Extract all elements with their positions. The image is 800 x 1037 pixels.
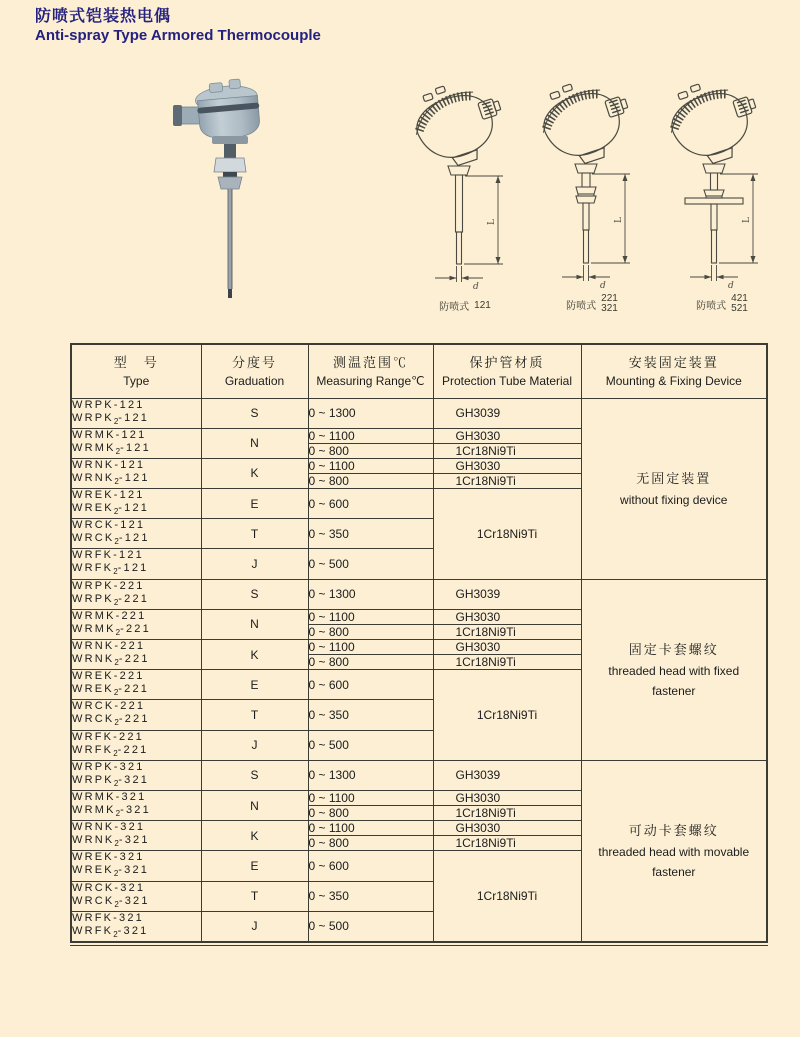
- type-cell: WRNK-121 $WRNK_2-121$: [71, 458, 201, 488]
- type-cell: WRPK-121 $WRPK_2-121$: [71, 398, 201, 428]
- graduation-cell: N: [201, 428, 308, 458]
- caption-model: 221: [601, 293, 618, 304]
- range-cell: 0 ~ 1100: [308, 821, 433, 836]
- drawing-head: [532, 80, 640, 173]
- type-cell: WRMK-321 $WRMK_2-321$: [71, 790, 201, 820]
- material-cell: GH3030: [433, 790, 581, 805]
- dimension-annotations: [562, 174, 630, 291]
- type-cell: WRNK-321 $WRNK_2-321$: [71, 821, 201, 851]
- range-cell: 0 ~ 1100: [308, 458, 433, 473]
- range-cell: 0 ~ 600: [308, 489, 433, 519]
- graduation-cell: S: [201, 579, 308, 609]
- drawing-probe: [685, 164, 743, 263]
- graduation-cell: T: [201, 881, 308, 911]
- material-cell: 1Cr18Ni9Ti: [433, 443, 581, 458]
- material-cell: GH3039: [433, 579, 581, 609]
- graduation-cell: J: [201, 549, 308, 579]
- caption-prefix: 防喷式: [566, 300, 597, 312]
- dim-length-label: L: [487, 219, 497, 225]
- spec-table-header: [71, 344, 767, 398]
- mounting-label-zh: 可动卡套螺纹: [628, 822, 719, 838]
- type-cell: WRNK-221 $WRNK_2-221$: [71, 640, 201, 670]
- table-row: [71, 579, 767, 609]
- material-cell: GH3030: [433, 609, 581, 624]
- caption-model: 121: [474, 299, 491, 311]
- header-type-en: Type: [123, 373, 150, 388]
- page-title-zh: 防喷式铠装热电偶: [35, 8, 172, 25]
- graduation-cell: J: [201, 911, 308, 942]
- graduation-cell: T: [201, 519, 308, 549]
- header-graduation-en: Graduation: [224, 373, 285, 388]
- material-cell: 1Cr18Ni9Ti: [433, 806, 581, 821]
- range-cell: 0 ~ 1100: [308, 428, 433, 443]
- type-cell: WRMK-221 $WRMK_2-221$: [71, 609, 201, 639]
- page-title-en: Anti-spray Type Armored Thermocouple: [35, 27, 321, 44]
- mounting-label-en: without fixing device: [620, 492, 728, 507]
- caption-model: 421: [731, 293, 748, 304]
- graduation-cell: T: [201, 700, 308, 730]
- material-cell: GH3030: [433, 428, 581, 443]
- mounting-label-en: threaded head with fixed fastener: [608, 663, 740, 698]
- graduation-cell: K: [201, 821, 308, 851]
- spec-table-wrap: [70, 343, 768, 946]
- type-cell: WRFK-221 $WRFK_2-221$: [71, 730, 201, 760]
- header-type-zh: 型 号: [113, 354, 159, 370]
- photo-probe: [228, 189, 233, 298]
- header-cell-type: [71, 344, 201, 398]
- graduation-cell: E: [201, 670, 308, 700]
- caption-model: 521: [731, 303, 748, 314]
- material-cell: 1Cr18Ni9Ti: [433, 624, 581, 639]
- range-cell: 0 ~ 600: [308, 670, 433, 700]
- graduation-cell: E: [201, 489, 308, 519]
- material-cell: GH3030: [433, 821, 581, 836]
- drawing-421-521: [657, 80, 792, 292]
- header-material-zh: 保护管材质: [469, 354, 545, 370]
- material-cell: GH3039: [433, 398, 581, 428]
- caption-421-521: [657, 294, 787, 314]
- range-cell: 0 ~ 350: [308, 881, 433, 911]
- caption-221-321: [532, 294, 652, 314]
- type-cell: WRFK-321 $WRFK_2-321$: [71, 911, 201, 942]
- drawing-121: [405, 82, 530, 292]
- drawing-head: [660, 80, 768, 173]
- type-cell: WRFK-121 $WRFK_2-121$: [71, 549, 201, 579]
- material-cell-merged: 1Cr18Ni9Ti: [433, 670, 581, 761]
- photo-fitting: [212, 136, 248, 189]
- graduation-cell: S: [201, 398, 308, 428]
- dim-diameter-label: d: [600, 281, 606, 291]
- mounting-label-en: threaded head with movable fastener: [598, 844, 750, 879]
- range-cell: 0 ~ 800: [308, 806, 433, 821]
- graduation-cell: N: [201, 790, 308, 820]
- range-cell: 0 ~ 1100: [308, 640, 433, 655]
- range-cell: 0 ~ 800: [308, 836, 433, 851]
- header-material-en: Protection Tube Material: [441, 373, 573, 388]
- header-mounting-en: Mounting & Fixing Device: [605, 373, 742, 388]
- mounting-cell: [581, 760, 767, 942]
- range-cell: 0 ~ 1300: [308, 398, 433, 428]
- header-mounting-zh: 安装固定装置: [628, 354, 719, 370]
- type-cell: WRPK-221 $WRPK_2-221$: [71, 579, 201, 609]
- title-block: [35, 7, 321, 45]
- range-cell: 0 ~ 350: [308, 700, 433, 730]
- graduation-cell: E: [201, 851, 308, 881]
- material-cell-merged: 1Cr18Ni9Ti: [433, 489, 581, 580]
- type-cell: WRCK-321 $WRCK_2-321$: [71, 881, 201, 911]
- mounting-cell: [581, 579, 767, 760]
- spec-table: [70, 343, 768, 943]
- caption-prefix: 防喷式: [439, 302, 470, 313]
- range-cell: 0 ~ 350: [308, 519, 433, 549]
- table-row: [71, 398, 767, 428]
- type-cell: WRPK-321 $WRPK_2-321$: [71, 760, 201, 790]
- graduation-cell: K: [201, 640, 308, 670]
- range-cell: 0 ~ 800: [308, 655, 433, 670]
- range-cell: 0 ~ 800: [308, 473, 433, 488]
- drawing-probe: [448, 166, 470, 264]
- header-cell-mounting: [581, 344, 767, 398]
- range-cell: 0 ~ 1300: [308, 579, 433, 609]
- header-range-en: Measuring Range℃: [316, 373, 425, 388]
- material-cell: GH3030: [433, 458, 581, 473]
- header-cell-material: [433, 344, 581, 398]
- range-cell: 0 ~ 1100: [308, 790, 433, 805]
- caption-121: [405, 298, 525, 313]
- range-cell: 0 ~ 800: [308, 624, 433, 639]
- range-cell: 0 ~ 1300: [308, 760, 433, 790]
- caption-prefix: 防喷式: [696, 300, 727, 312]
- graduation-cell: K: [201, 458, 308, 488]
- type-cell: WRCK-221 $WRCK_2-221$: [71, 700, 201, 730]
- dim-length-label: L: [614, 217, 624, 223]
- spec-table-body: [71, 398, 767, 942]
- dimension-annotations: [435, 176, 503, 292]
- range-cell: 0 ~ 500: [308, 730, 433, 760]
- drawing-221-321: [532, 80, 657, 292]
- type-cell: WREK-221 $WREK_2-221$: [71, 670, 201, 700]
- thermocouple-photo: [155, 76, 300, 304]
- mounting-cell: [581, 398, 767, 579]
- material-cell: 1Cr18Ni9Ti: [433, 473, 581, 488]
- type-cell: WREK-321 $WREK_2-321$: [71, 851, 201, 881]
- graduation-cell: S: [201, 760, 308, 790]
- drawing-probe: [575, 164, 597, 263]
- type-cell: WRMK-121 $WRMK_2-121$: [71, 428, 201, 458]
- caption-model: 321: [601, 303, 618, 314]
- dim-diameter-label: d: [728, 281, 734, 291]
- dim-diameter-label: d: [473, 282, 479, 292]
- range-cell: 0 ~ 1100: [308, 609, 433, 624]
- material-cell: 1Cr18Ni9Ti: [433, 655, 581, 670]
- header-cell-range: [308, 344, 433, 398]
- material-cell: 1Cr18Ni9Ti: [433, 836, 581, 851]
- header-graduation-zh: 分度号: [231, 354, 277, 370]
- graduation-cell: J: [201, 730, 308, 760]
- type-cell: WRCK-121 $WRCK_2-121$: [71, 519, 201, 549]
- range-cell: 0 ~ 500: [308, 549, 433, 579]
- header-cell-graduation: [201, 344, 308, 398]
- material-cell: GH3039: [433, 760, 581, 790]
- table-row: [71, 760, 767, 790]
- type-cell: WREK-121 $WREK_2-121$: [71, 489, 201, 519]
- material-cell-merged: 1Cr18Ni9Ti: [433, 851, 581, 942]
- mounting-label-zh: 固定卡套螺纹: [628, 641, 719, 657]
- drawing-head: [405, 82, 513, 175]
- material-cell: GH3030: [433, 640, 581, 655]
- header-range-zh: 测温范围℃: [332, 354, 408, 370]
- photo-head: [173, 78, 262, 141]
- range-cell: 0 ~ 500: [308, 911, 433, 942]
- dim-length-label: L: [742, 217, 752, 223]
- range-cell: 0 ~ 800: [308, 443, 433, 458]
- range-cell: 0 ~ 600: [308, 851, 433, 881]
- graduation-cell: N: [201, 609, 308, 639]
- mounting-label-zh: 无固定装置: [636, 470, 712, 486]
